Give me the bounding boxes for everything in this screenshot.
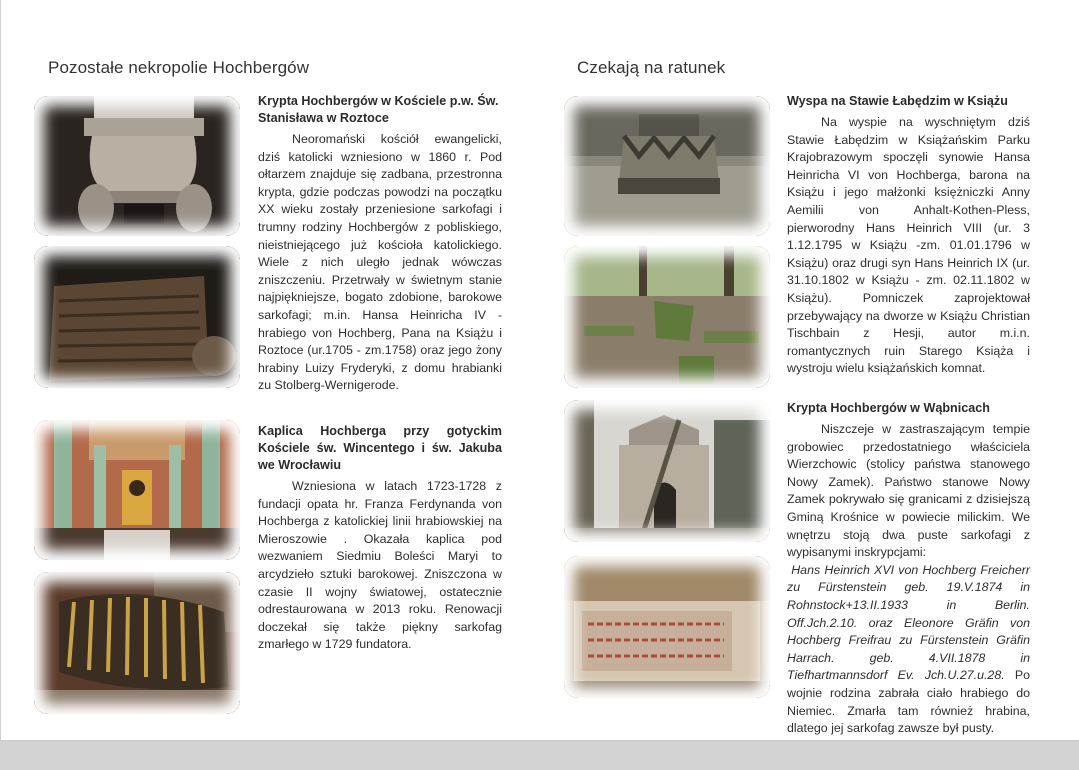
island-monument-photo xyxy=(564,96,770,236)
gilded-sarcophagus-photo xyxy=(34,572,240,714)
left-section-title: Pozostałe nekropolie Hochbergów xyxy=(48,58,310,77)
article-inscription xyxy=(787,562,1030,738)
article-krypta-roztoka xyxy=(258,93,502,395)
article-body: Na wyspie na wyschniętym dziś Stawie Łabędzim w Książańskim Parku Krajobrazowym spoczęli synowie Hansa Heinricha VI von Hochberga, barona na Książu i jego małżonki księżniczki Anny Aemilii von Anhalt-Kothen-Pless, pierworodny Hans Heinrich VIII (ur. 3 1.12.1795 w Książu -zm. 01.01.1796 w Książu) oraz drugi syn Hans Heinrich IX (ur. 31.10.1802 w Książu - zm. 02.11.1802 w Książu). Pomniczek zaprojektował przebywający na dworze w Książu Christian Tischbain z Hesji, autor m.i.n. romantycznych ruin Starego Książa i wystroju wielu książańskich komnat. xyxy=(787,115,1030,376)
article-krypta-wabnice xyxy=(787,400,1030,738)
baroque-chapel-interior-photo xyxy=(34,420,240,560)
inscription-text: Hans Heinrich XVI von Hochberg Freicherr zu Fürstenstein geb. 19.V.1874 in Rohnstock+13.II.1933 in Berlin. Off.Jch.2.10. oraz Eleonore Gräfin von Hochberg Freifrau zu Fürstenstein Gräfin Harrach. geb. 4.VII.1878 in Tiefhartmannsdorf Ev. Jch.U.27.u.28. xyxy=(787,562,1030,683)
article-wyspa-ksiaz xyxy=(787,93,1030,378)
inscribed-sarcophagus-photo xyxy=(564,556,770,698)
sarcophagus-crypt-roztoka-photo xyxy=(34,96,240,236)
bottom-gray-bar xyxy=(0,740,1079,770)
forest-ruins-photo xyxy=(564,246,770,388)
article-body: Niszczeje w zastraszającym tempie grobowiec przedostatniego właściciela Wierzchowic (stolicy państwa stanowego Nowy Zamek). Państwo stanowe Nowy Zamek pokrywało się granicami z dzisiejszą Gminą Krośnice w powiecie milickim. We wnętrzu stoją dwa puste sarkofagi z wypisanymi inskrypcjami: xyxy=(787,422,1030,560)
page-fold-edge xyxy=(0,0,1,740)
right-section-title: Czekają na ratunek xyxy=(577,58,726,77)
article-body: Wzniesiona w latach 1723-1728 z fundacji opata hr. Franza Ferdynanda von Hochberga z katolickiej linii hrabiowskiej na Mieroszowie . Okazała kaplica pod wezwaniem Siedmiu Boleści Maryi to arcydzieło sztuki barokowej. Zniszczona w czasie II wojny światowej, ostatecznie odrestaurowana w 2013 roku. Renowacji doczekał się także piękny sarkofag zmarłego w 1729 fundatora. xyxy=(258,479,502,652)
article-title: Kaplica Hochberga przy gotyckim Kościele św. Wincentego i św. Jakuba we Wrocławiu xyxy=(258,424,502,472)
article-title: Krypta Hochbergów w Kościele p.w. Św. Stanisława w Roztoce xyxy=(258,94,499,125)
article-title: Wyspa na Stawie Łabędzim w Książu xyxy=(787,94,1008,108)
closing-text: Po wojnie rodzina zabrała ciało hrabiego do Niemiec. Zmarła tam również hrabina, dlatego jej sarkofag zawsze był pusty. xyxy=(787,668,1030,736)
wabnice-mausoleum-photo xyxy=(564,400,770,542)
sarcophagus-lid-inscription-photo xyxy=(34,246,240,388)
article-title: Krypta Hochbergów w Wąbnicach xyxy=(787,401,990,415)
article-kaplica-wroclaw xyxy=(258,423,502,654)
article-body: Neoromański kościół ewangelicki, dziś katolicki wzniesiono w 1860 r. Pod ołtarzem znajduje się zadbana, przestronna krypta, gdzie podczas powodzi na początku XX wieku zostały przeniesione sarkofagi i trumny rodziny Hochbergów z pobliskiego, nieistniejącego już kościoła katolickiego. Wiele z nich uległo jednak wówczas zniszczeniu. Przetrwały w świetnym stanie najpiękniejsze, bogato zdobione, barokowe sarkofagi; m.in. Hansa Heinricha IV - hrabiego von Hochberg, Pana na Książu i Roztoce (ur.1705 - zm.1758) oraz jego żony hrabiny Luizy Fryderyki, z domu hrabianki zu Stolberg-Wernigerode. xyxy=(258,132,502,393)
